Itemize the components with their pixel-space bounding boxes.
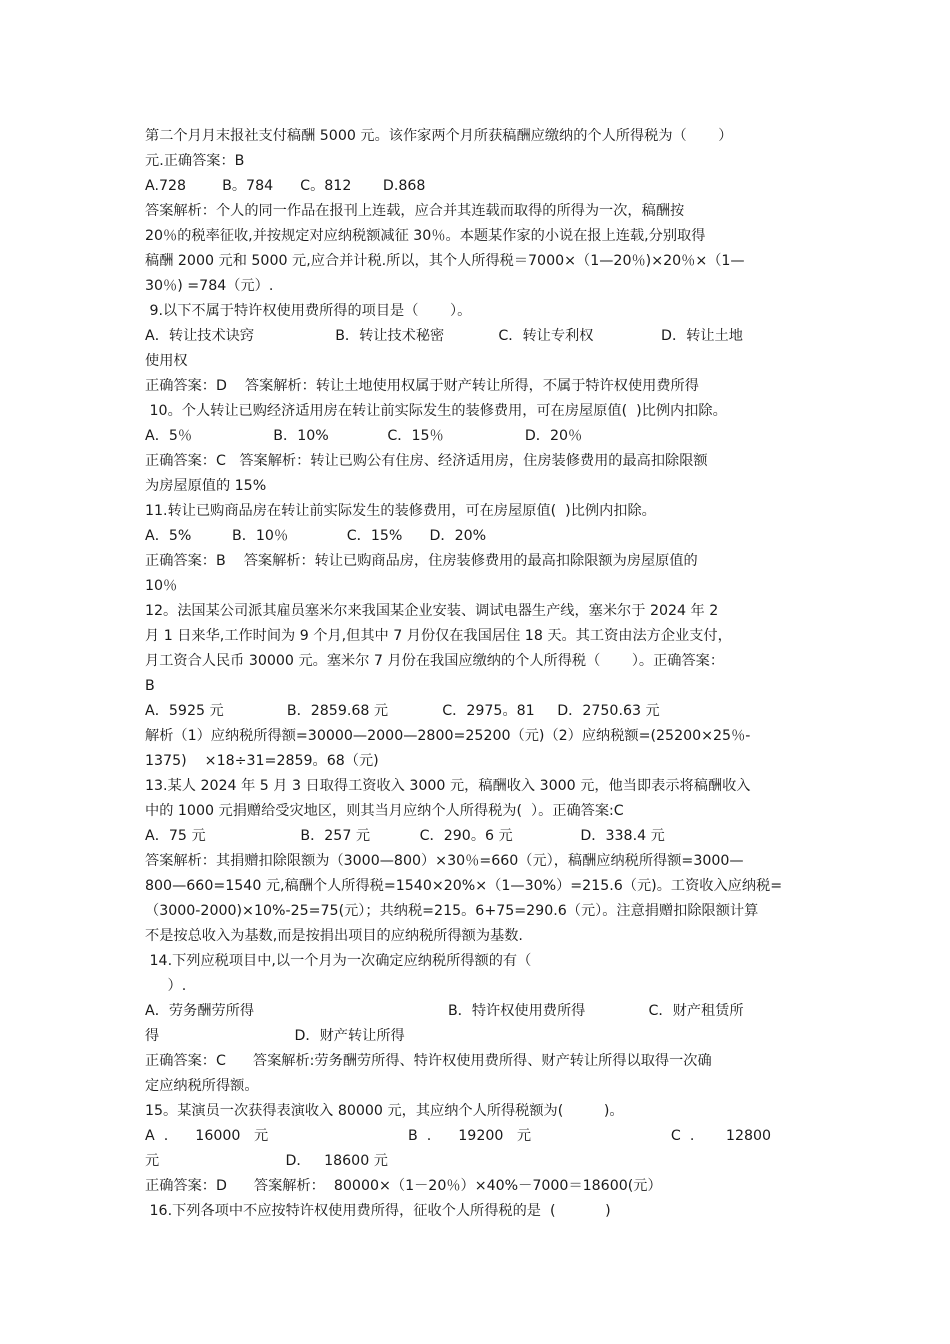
answer-line: 不是按总收入为基数,而是按捐出项目的应纳税所得额为基数.	[145, 928, 523, 944]
question-line: 10。个人转让已购经济适用房在转让前实际发生的装修费用，可在房屋原值( )比例内扣除。	[145, 403, 727, 419]
options-line: A．劳务酬劳所得 B．特许权使用费所得 C．财产租赁所	[145, 1003, 744, 1019]
answer-line: 定应纳税所得额。	[145, 1078, 259, 1094]
question-line: 9.以下不属于特许权使用费所得的项目是（ ）。	[145, 303, 472, 319]
answer-line: 正确答案：C 答案解析:劳务酬劳所得、特许权使用费所得、财产转让所得以取得一次确	[145, 1053, 712, 1069]
answer-line: 解析（1）应纳税所得额=30000—2000—2800=25200（元)（2）应纳税额=(25200×25％-	[145, 728, 751, 744]
answer-line: （3000-2000)×10%-25=75(元）；共纳税=215。6+75=290.6（元）。注意捐赠扣除限额计算	[145, 903, 759, 919]
text-line: 第二个月月末报社支付稿酬 5000 元。该作家两个月所获稿酬应缴纳的个人所得税为（ ）	[145, 128, 733, 144]
answer-line: 答案解析：其捐赠扣除限额为（3000—800）×30％=660（元），稿酬应纳税所得额=3000—	[145, 853, 744, 869]
text-line: A.728 B。784 C。812 D.868	[145, 178, 426, 194]
text-line: 30％) =784（元）.	[145, 278, 274, 294]
question-line: 中的 1000 元捐赠给受灾地区，则其当月应纳个人所得税为( ）。正确答案:C	[145, 803, 624, 819]
answer-line: 正确答案：D 答案解析： 80000×（1－20％）×40%－7000＝18600(元）	[145, 1178, 662, 1194]
text-line: 20％的税率征收,并按规定对应纳税额减征 30％。本题某作家的小说在报上连载,分别取得	[145, 228, 706, 244]
options-line: A．转让技术诀窍 B．转让技术秘密 C．转让专利权 D．转让土地	[145, 328, 743, 344]
answer-line: 正确答案：C 答案解析：转让已购公有住房、经济适用房，住房装修费用的最高扣除限额	[145, 453, 708, 469]
options-line: 元 D． 18600 元	[145, 1153, 388, 1169]
answer-line: 800—660=1540 元,稿酬个人所得税=1540×20%×（1—30%）=215.6（元)。工资收入应纳税=	[145, 878, 783, 894]
options-line: A．5% B．10％ C．15% D．20%	[145, 528, 487, 544]
question-line: 13.某人 2024 年 5 月 3 日取得工资收入 3000 元，稿酬收入 3000 元，他当即表示将稿酬收入	[145, 778, 751, 794]
answer-line: 为房屋原值的 15%	[145, 478, 267, 494]
options-line: A．5925 元 B．2859.68 元 C．2975。81 D．2750.63 元	[145, 703, 660, 719]
document-page	[145, 124, 810, 1224]
text-line: 答案解析：个人的同一作品在报刊上连载，应合并其连载而取得的所得为一次，稿酬按	[145, 203, 685, 219]
options-line: 得 D．财产转让所得	[145, 1028, 405, 1044]
question-line: 11.转让已购商品房在转让前实际发生的装修费用，可在房屋原值( )比例内扣除。	[145, 503, 656, 519]
question-line: 12。法国某公司派其雇员塞米尔来我国某企业安装、调试电器生产线，塞米尔于 2024 年 2	[145, 603, 719, 619]
answer-line: 1375) ×18÷31=2859。68（元)	[145, 753, 379, 769]
text-line: 元.正确答案：B	[145, 153, 245, 169]
answer-line: 正确答案：D 答案解析：转让土地使用权属于财产转让所得，不属于特许权使用费所得	[145, 378, 699, 394]
question-line: ）.	[145, 978, 187, 994]
question-line: B	[145, 678, 155, 694]
options-line: A . 16000 元 B . 19200 元 C . 12800	[145, 1128, 772, 1144]
question-line: 月工资合人民币 30000 元。塞米尔 7 月份在我国应缴纳的个人所得税（ ）。正确答案：	[145, 653, 725, 669]
question-line: 16.下列各项中不应按特许权使用费所得，征收个人所得税的是 ( )	[145, 1203, 611, 1219]
question-line: 月 1 日来华,工作时间为 9 个月,但其中 7 月份仅在我国居住 18 天。其工资由法方企业支付，	[145, 628, 732, 644]
options-line: A．5％ B．10% C．15％ D．20％	[145, 428, 583, 444]
options-line: 使用权	[145, 353, 188, 369]
answer-line: 10％	[145, 578, 178, 594]
text-line: 稿酬 2000 元和 5000 元,应合并计税.所以，其个人所得税＝7000×（1—20％)×20％×（1—	[145, 253, 745, 269]
answer-line: 正确答案：B 答案解析：转让已购商品房，住房装修费用的最高扣除限额为房屋原值的	[145, 553, 698, 569]
question-line: 15。某演员一次获得表演收入 80000 元，其应纳个人所得税额为( )。	[145, 1103, 624, 1119]
question-line: 14.下列应税项目中,以一个月为一次确定应纳税所得额的有（	[145, 953, 532, 969]
options-line: A．75 元 B．257 元 C．290。6 元 D．338.4 元	[145, 828, 665, 844]
